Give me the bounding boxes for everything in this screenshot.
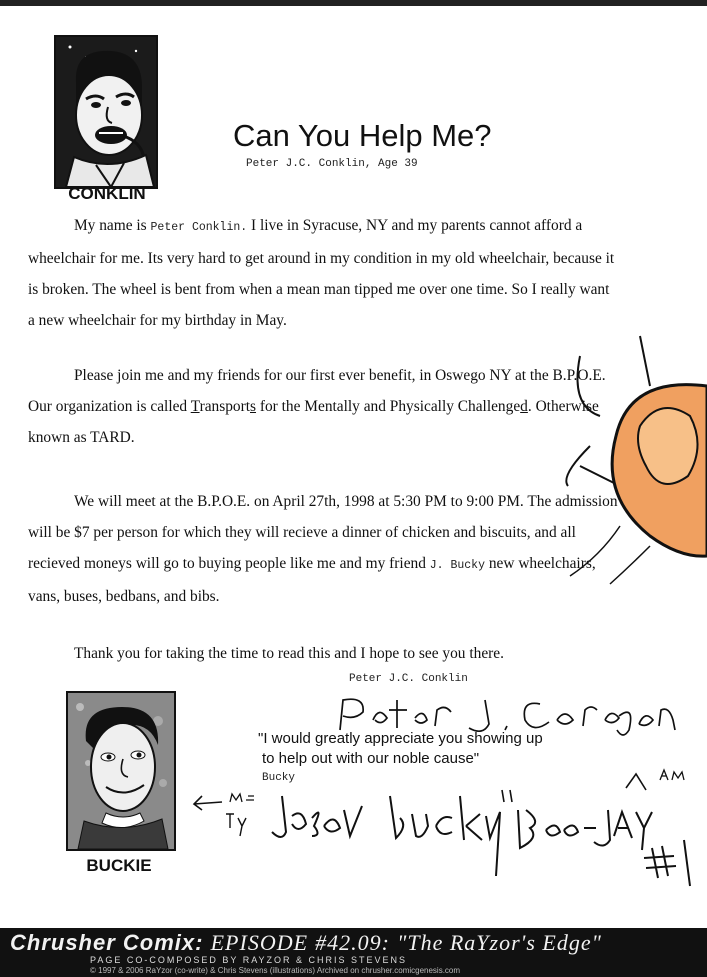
p4-text: Thank you for taking the time to read this and I hope to see you there. xyxy=(74,645,504,662)
typed-signoff: Peter J.C. Conklin xyxy=(349,673,468,685)
p2-underline-t: T xyxy=(190,398,200,415)
bucky-name: Bucky xyxy=(262,772,296,784)
bucky-quote-line-2: to help out with our noble cause" xyxy=(262,750,480,767)
p1-text-a: My name is xyxy=(74,217,151,234)
p3-name: J. Bucky xyxy=(429,559,485,572)
footer-series: Chrusher Comix: xyxy=(10,930,204,955)
p1-text-b: I live in Syracuse, NY and my parents cannot afford a wheelchair for me. Its very hard to get around in my condition in my old wheelchair, because it is broken. The wheel is bent from when a mean man tipped me over one time. So I really want a new wheelchair for my birthday in May. xyxy=(28,217,615,329)
footer-title xyxy=(10,930,602,956)
p3-text-a: We will meet at the B.P.O.E. on April 27th, 1998 at 5:30 PM to 9:00 PM. The admission will be $7 per person for which they will recieve a dinner of chicken and biscuits, and all recieved moneys will go to buying people like me and my friend xyxy=(28,493,618,572)
conklin-caption: CONKLIN xyxy=(68,184,146,203)
conklin-caricature-icon xyxy=(56,37,156,187)
paragraph-4 xyxy=(28,638,618,669)
p1-name: Peter Conklin. xyxy=(150,221,248,234)
p2-text-end: . Otherwise known as TARD. xyxy=(28,398,599,446)
letter-byline: Peter J.C. Conklin, Age 39 xyxy=(246,158,418,170)
buckie-caricature-icon xyxy=(68,693,174,849)
letter-title: Can You Help Me? xyxy=(233,118,492,153)
buckie-portrait xyxy=(66,691,176,851)
paragraph-3 xyxy=(28,486,618,612)
p2-underline-s: s xyxy=(250,398,257,415)
comic-footer-banner xyxy=(0,928,707,977)
footer-credits: PAGE CO-COMPOSED BY RAYZOR & CHRIS STEVENS xyxy=(90,955,408,965)
p2-text-ransport: ransport xyxy=(199,398,251,415)
p2-text-a: Please join me and my friends for our first ever benefit, in Oswego NY at the B.P.O.E. Our organization is called xyxy=(28,367,606,415)
paragraph-2 xyxy=(28,360,608,453)
footer-episode-title: "The RaYzor's Edge" xyxy=(397,930,602,955)
p2-underline-d: d xyxy=(520,398,528,415)
conklin-portrait xyxy=(54,35,158,189)
paragraph-1 xyxy=(28,210,618,336)
footer-episode-number: #42.09: xyxy=(315,930,390,955)
thumb-illustration-icon xyxy=(560,326,707,586)
p3-text-b: new wheelchairs, vans, buses, bedbans, and bibs. xyxy=(28,555,596,605)
buckie-caption: BUCKIE xyxy=(86,856,152,875)
footer-episode-label: EPISODE xyxy=(210,930,309,955)
footer-copyright: © 1997 & 2006 RaYzor (co-write) & Chris Stevens (illustrations) Archived on chrusher.comicgenesis.com xyxy=(90,966,461,975)
bucky-quote-line-1: "I would greatly appreciate you showing up xyxy=(258,730,543,747)
bucky-scrawl-icon xyxy=(190,766,700,891)
p2-text-mid: for the Mentally and Physically Challenge xyxy=(256,398,521,415)
